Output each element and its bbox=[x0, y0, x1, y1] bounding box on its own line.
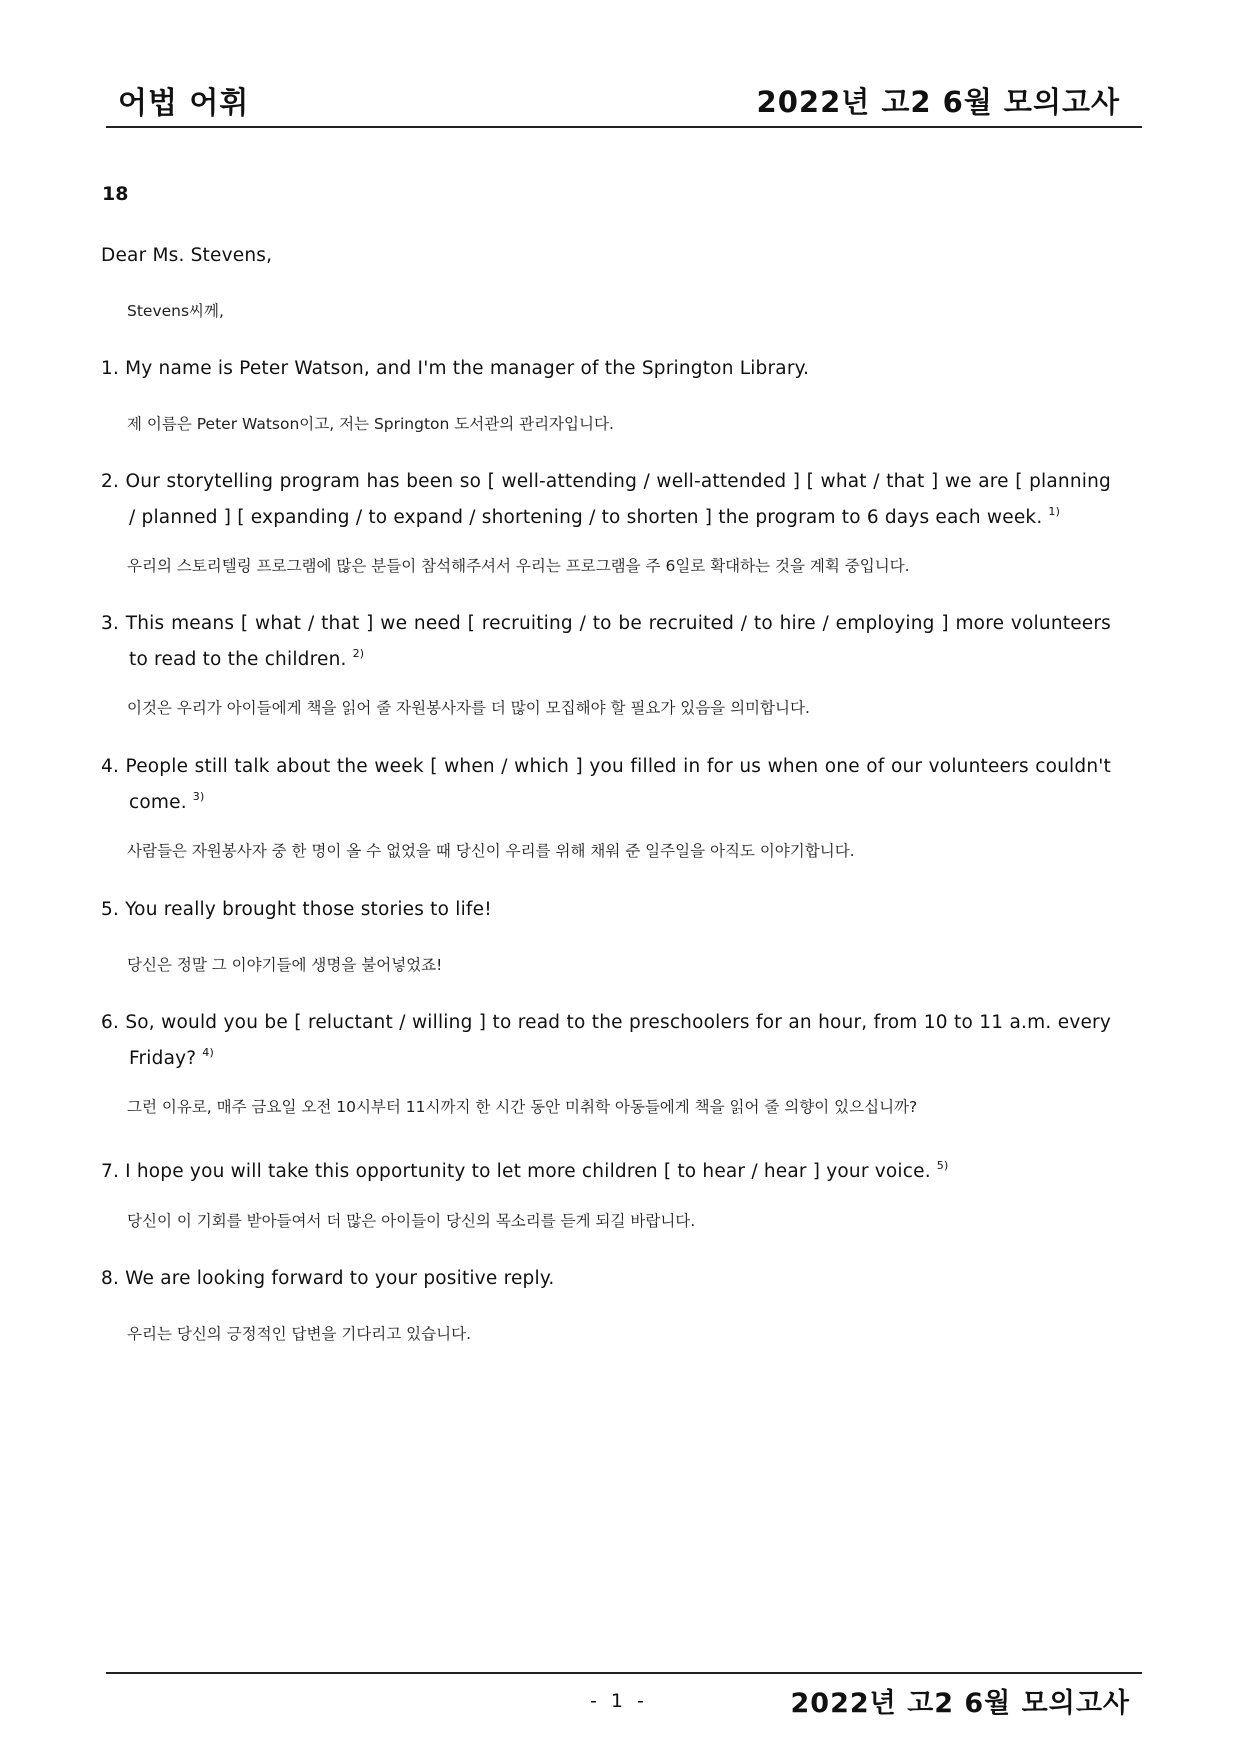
header-exam-title: 2022년 고2 6월 모의고사 bbox=[756, 85, 1120, 119]
footnote-marker: 5) bbox=[936, 1159, 949, 1172]
sentence-3-english: 3. This means [ what / that ] we need [ recruiting / to be recruited / to hire / employing ] more volunteers to read to the children. $^{2)}$ bbox=[101, 613, 1111, 670]
footer-exam-title: 2022년 고2 6월 모의고사 bbox=[790, 1688, 1130, 1719]
sentence-7-english: 7. I hope you will take this opportunity to let more children [ to hear / hear ] your voice. $^{5)}$ bbox=[101, 1159, 949, 1182]
header-divider bbox=[106, 126, 1142, 128]
sentence-2-english: 2. Our storytelling program has been so [ well-attending / well-attended ] [ what / that ] we are [ planning / planned ] [ expanding / to expand / shortening / to shorten ] the program to 6 days each week. $^{1)}$ bbox=[101, 471, 1111, 528]
sentence-1-english: 1. My name is Peter Watson, and I'm the manager of the Springton Library. bbox=[101, 358, 810, 379]
sentence-6-korean: 그런 이유로, 매주 금요일 오전 10시부터 11시까지 한 시간 동안 미취학 아동들에게 책을 읽어 줄 의향이 있으십니까? bbox=[127, 1098, 918, 1116]
sentence-7-korean: 당신이 이 기회를 받아들여서 더 많은 아이들이 당신의 목소리를 듣게 되길 바랍니다. bbox=[127, 1212, 696, 1230]
page-number: - 1 - bbox=[590, 1690, 648, 1712]
sentence-5-korean: 당신은 정말 그 이야기들에 생명을 불어넣었죠! bbox=[127, 956, 443, 974]
sentence-4-english: 4. People still talk about the week [ when / which ] you filled in for us when one of our volunteers couldn't come. $^{3)}$ bbox=[101, 756, 1111, 813]
question-number: 18 bbox=[102, 183, 129, 205]
footnote-marker: 2) bbox=[352, 647, 365, 660]
footer-divider bbox=[106, 1672, 1142, 1674]
sentence-5-english: 5. You really brought those stories to life! bbox=[101, 899, 492, 920]
greeting-english: Dear Ms. Stevens, bbox=[101, 245, 273, 266]
sentence-3-korean: 이것은 우리가 아이들에게 책을 읽어 줄 자원봉사자를 더 많이 모집해야 할 필요가 있음을 의미합니다. bbox=[127, 699, 810, 717]
sentence-6-english: 6. So, would you be [ reluctant / willing ] to read to the preschoolers for an hour, from 10 to 11 a.m. every Friday? $^{4)}$ bbox=[101, 1012, 1111, 1069]
footnote-marker: 4) bbox=[202, 1046, 214, 1059]
sentence-8-english: 8. We are looking forward to your positive reply. bbox=[101, 1268, 555, 1289]
sentence-4-korean: 사람들은 자원봉사자 중 한 명이 올 수 없었을 때 당신이 우리를 위해 채워 준 일주일을 아직도 이야기합니다. bbox=[127, 842, 855, 860]
sentence-1-korean: 제 이름은 Peter Watson이고, 저는 Springton 도서관의 관리자입니다. bbox=[127, 415, 614, 433]
footnote-marker: 3) bbox=[192, 790, 205, 803]
sentence-8-korean: 우리는 당신의 긍정적인 답변을 기다리고 있습니다. bbox=[127, 1325, 471, 1343]
sentence-2-korean: 우리의 스토리텔링 프로그램에 많은 분들이 참석해주셔서 우리는 프로그램을 주 6일로 확대하는 것을 계획 중입니다. bbox=[127, 557, 910, 575]
greeting-korean: Stevens씨께, bbox=[127, 302, 224, 320]
header-section-title: 어법 어휘 bbox=[118, 86, 250, 121]
footnote-marker: 1) bbox=[1048, 505, 1061, 518]
